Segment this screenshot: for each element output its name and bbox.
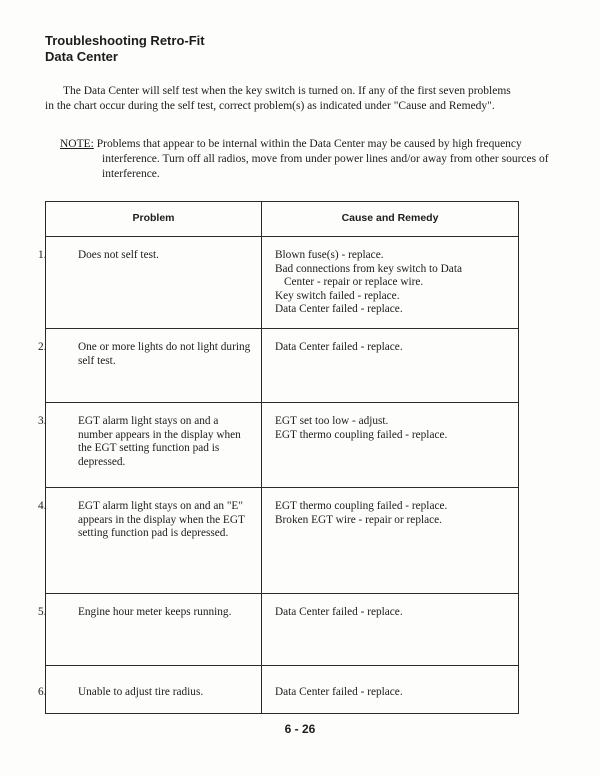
table-row xyxy=(46,329,519,403)
problem-cell xyxy=(38,403,262,488)
page-heading xyxy=(45,33,205,65)
remedy-line: Broken EGT wire - repair or replace. xyxy=(275,513,442,526)
problem-cell xyxy=(38,488,262,594)
table-row xyxy=(46,488,519,594)
column-header-problem: Problem xyxy=(46,202,262,237)
note-paragraph xyxy=(60,137,552,182)
remedy-line: Key switch failed - replace. xyxy=(275,289,400,302)
remedy-cell xyxy=(262,594,519,666)
remedy-line: EGT set too low - adjust. xyxy=(275,415,389,427)
remedy-cell xyxy=(262,329,519,403)
intro-paragraph: The Data Center will self test when the key switch is turned on. If any of the first seven problems in the chart occur during the self test, correct problem(s) as indicated under "Cause and Remedy". xyxy=(45,85,511,112)
page-number: 6 - 26 xyxy=(284,722,316,736)
problem-text: Does not self test. xyxy=(78,249,159,261)
remedy-cell xyxy=(262,488,519,594)
column-header-cause-remedy: Cause and Remedy xyxy=(262,202,519,237)
heading-line-1: Troubleshooting Retro-Fit xyxy=(45,33,205,48)
table-row xyxy=(46,237,519,329)
remedy-line: Data Center failed - replace. xyxy=(275,303,403,315)
remedy-line: Bad connections from key switch to Data xyxy=(275,262,462,275)
problem-cell xyxy=(38,329,262,403)
problem-text: Unable to adjust tire radius. xyxy=(78,686,204,698)
table-row xyxy=(46,666,519,714)
remedy-line: EGT thermo coupling failed - replace. xyxy=(275,500,448,512)
problem-text: One or more lights do not light during self test. xyxy=(78,341,251,367)
remedy-cell xyxy=(262,237,519,329)
row-number: 6. xyxy=(38,686,47,698)
row-number: 5. xyxy=(38,606,47,618)
row-number: 2. xyxy=(38,341,47,353)
problem-cell xyxy=(38,237,262,329)
table-header-row xyxy=(46,202,519,237)
remedy-line: Blown fuse(s) - replace. xyxy=(275,249,384,261)
problem-cell xyxy=(38,666,262,714)
remedy-line: Data Center failed - replace. xyxy=(275,686,403,698)
heading-line-2: Data Center xyxy=(45,49,118,64)
row-number: 1. xyxy=(38,249,47,261)
problem-text: EGT alarm light stays on and a number appears in the display when the EGT setting function pad is depressed. xyxy=(78,415,241,468)
problem-cell xyxy=(38,594,262,666)
table-row xyxy=(46,594,519,666)
remedy-line: Data Center failed - replace. xyxy=(275,606,403,618)
remedy-line: EGT thermo coupling failed - replace. xyxy=(275,428,448,441)
note-text: Problems that appear to be internal within the Data Center may be caused by high frequency interference. Turn off all radios, move from under power lines and/or away from other sources of interference. xyxy=(96,138,549,180)
note-label: NOTE: xyxy=(60,138,94,150)
remedy-cell xyxy=(262,666,519,714)
remedy-line: Data Center failed - replace. xyxy=(275,341,403,353)
remedy-line: Center - repair or replace wire. xyxy=(284,276,424,288)
row-number: 3. xyxy=(38,415,47,427)
troubleshooting-table xyxy=(38,201,519,714)
row-number: 4. xyxy=(38,500,47,512)
problem-text: Engine hour meter keeps running. xyxy=(78,606,232,618)
problem-text: EGT alarm light stays on and an "E" appears in the display when the EGT setting function pad is depressed. xyxy=(78,500,245,539)
table-row xyxy=(46,403,519,488)
remedy-cell xyxy=(262,403,519,488)
